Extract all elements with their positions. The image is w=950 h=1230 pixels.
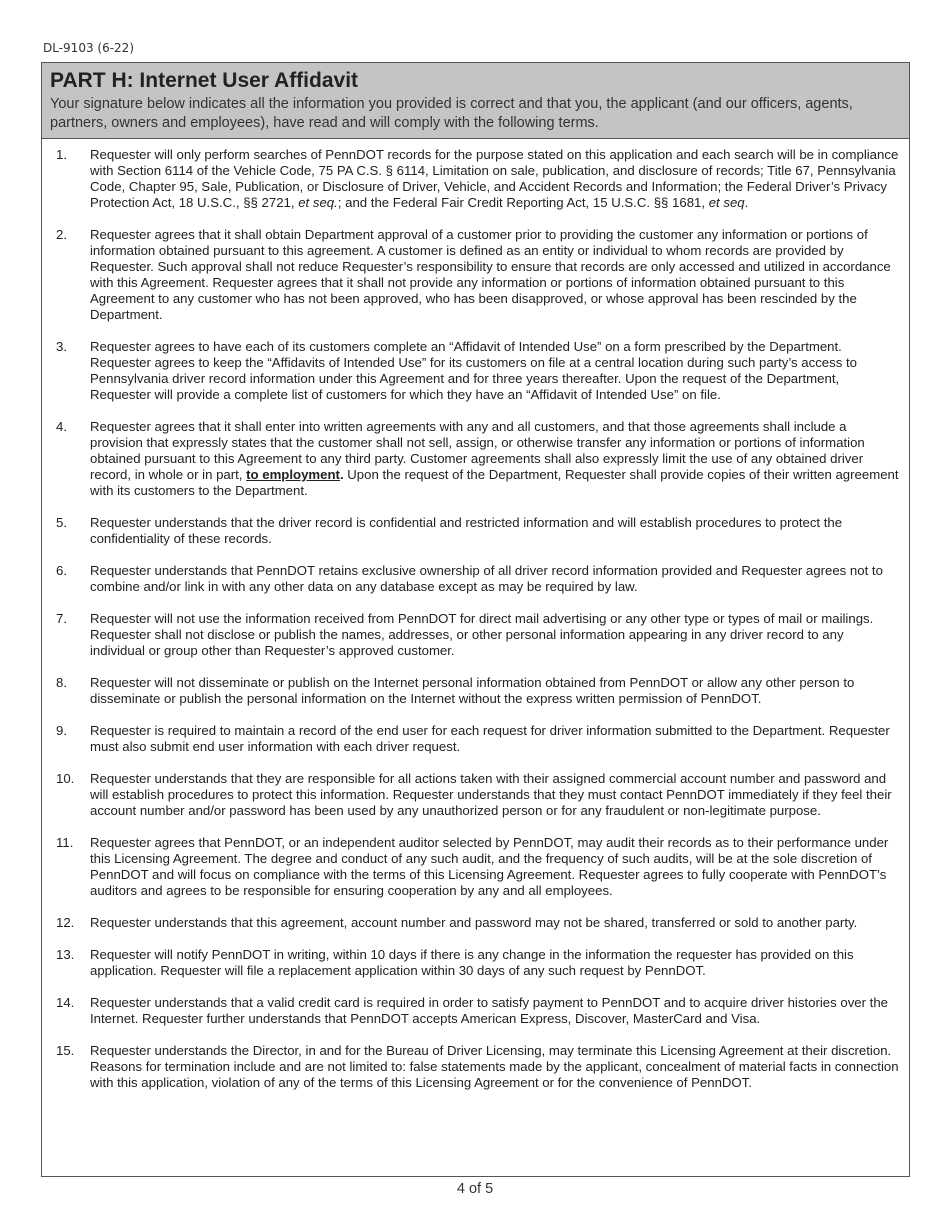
term-item-3	[56, 339, 901, 403]
term-number: 9.	[56, 723, 67, 738]
term-item-9	[56, 723, 901, 755]
term-text: Requester agrees that it shall obtain Department approval of a customer prior to providing the customer any information or portions of information obtained pursuant to this agreement. A customer is defined as an entity or individual to whom records are provided by Requester. Such approval shall not reduce Requester’s responsibility to ensure that records are only accessed and utilized in accordance with this Agreement. Requester agrees that it shall not provide any information or portions of information obtained pursuant to this Agreement to any customer who has not been approved, who has been disapproved, or whose approval has been rescinded by the Department.	[90, 227, 891, 322]
term-text: Requester will not disseminate or publish on the Internet personal information obtained from PennDOT or allow any other person to disseminate or publish the personal information on the Internet without the express written permission of PennDOT.	[90, 675, 855, 706]
term-item-1	[56, 147, 901, 211]
section-title: PART H: Internet User Affidavit	[50, 69, 359, 92]
term-item-4	[56, 419, 901, 499]
term-text: Requester will not use the information received from PennDOT for direct mail advertising or any other type or types of mail or mailings. Requester shall not disclose or publish the names, addresses, or other personal information appearing in any driver record to any individual or group other than Requester’s approved customer.	[90, 611, 874, 658]
term-number: 14.	[56, 995, 75, 1010]
term-text: Requester is required to maintain a record of the end user for each request for driver information submitted to the Department. Requester must also submit end user information with each driver request.	[90, 723, 890, 754]
term-number: 8.	[56, 675, 67, 690]
term-number: 7.	[56, 611, 67, 626]
term-text: Requester understands that the driver record is confidential and restricted information and will establish procedures to protect the confidentiality of these records.	[90, 515, 843, 546]
term-item-11	[56, 835, 901, 899]
term-number: 5.	[56, 515, 67, 530]
term-item-6	[56, 563, 901, 595]
term-number: 2.	[56, 227, 67, 242]
term-item-12	[56, 915, 901, 931]
term-number: 11.	[56, 835, 74, 850]
section-header	[42, 63, 909, 139]
term-item-13	[56, 947, 901, 979]
term-text: Requester understands that PennDOT retains exclusive ownership of all driver record information provided and Requester agrees not to combine and/or link in with any other data on any database except as may be required by law.	[90, 563, 883, 594]
term-text: Requester understands that a valid credit card is required in order to satisfy payment to PennDOT and to acquire driver histories over the Internet. Requester further understands that PennDOT accepts American Express, Discover, MasterCard and Visa.	[90, 995, 889, 1026]
section-intro: Your signature below indicates all the information you provided is correct and that you, the applicant (and our officers, agents, partners, owners and employees), have read and will comply with the following terms.	[50, 96, 853, 131]
term-text: Requester understands that this agreement, account number and password may not be shared, transferred or sold to another party.	[90, 915, 858, 930]
form-number: DL-9103 (6-22)	[43, 41, 134, 55]
term-number: 4.	[56, 419, 67, 434]
term-number: 3.	[56, 339, 67, 354]
terms-list	[42, 139, 909, 1091]
term-item-7	[56, 611, 901, 659]
emphasis-to-employment: to employment	[246, 467, 340, 482]
term-number: 10.	[56, 771, 75, 786]
term-text: Requester will notify PennDOT in writing, within 10 days if there is any change in the information the requester has provided on this application. Requester will file a replacement application within 30 days of any such request by PennDOT.	[90, 947, 854, 978]
term-text: Requester agrees that PennDOT, or an independent auditor selected by PennDOT, may audit their records as to their performance under this Licensing Agreement. The degree and conduct of any such audit, and the frequency of such audits, will be at the sole discretion of PennDOT and will focus on compliance with the terms of this Licensing Agreement. Requester agrees to fully cooperate with PennDOT’s auditors and agrees to be responsible for ensuring cooperation by any and all employees.	[90, 835, 889, 898]
term-text: Requester agrees to have each of its customers complete an “Affidavit of Intended Use” on a form prescribed by the Department. Requester agrees to keep the “Affidavits of Intended Use” for its customers on file at a central location during such party’s access to Pennsylvania driver record information under this Agreement and for three years thereafter. Upon the request of the Department, Requester will provide a complete list of customers for which they have an “Affidavit of Intended Use” on file.	[90, 339, 857, 402]
term-item-10	[56, 771, 901, 819]
term-number: 12.	[56, 915, 75, 930]
term-text: Requester agrees that it shall enter into written agreements with any and all customers, and that those agreements shall include a provision that expressly states that the customer shall not sell, assign, or otherwise transfer any information or portions of information obtained pursuant to this Agreement to any third party. Customer agreements shall also expressly limit the use of any obtained driver record, in whole or in part, to employment. Upon the request of the Department, Requester shall provide copies of their written agreement with its customers to the Department.	[90, 419, 899, 498]
term-item-8	[56, 675, 901, 707]
term-number: 6.	[56, 563, 67, 578]
term-item-14	[56, 995, 901, 1027]
term-item-15	[56, 1043, 901, 1091]
page-number: 4 of 5	[456, 1181, 494, 1197]
term-number: 1.	[56, 147, 67, 162]
affidavit-section	[41, 62, 910, 1177]
term-number: 15.	[56, 1043, 75, 1058]
term-number: 13.	[56, 947, 75, 962]
term-text: Requester understands that they are responsible for all actions taken with their assigned commercial account number and password and will establish procedures to protect this information. Requester understands that they must contact PennDOT immediately if they feel their account number and/or password has been used by any unauthorized person or for any fraudulent or non-legitimate purpose.	[90, 771, 892, 818]
term-item-5	[56, 515, 901, 547]
term-text: Requester will only perform searches of PennDOT records for the purpose stated on this application and each search will be in compliance with Section 6114 of the Vehicle Code, 75 PA C.S. § 6114, Limitation on sale, publication, and disclosure of records; Title 67, Pennsylvania Code, Chapter 95, Sale, Publication, or Disclosure of Driver, Vehicle, and Accident Records and Information; the Federal Driver’s Privacy Protection Act, 18 U.S.C., §§ 2721, et seq.; and the Federal Fair Credit Reporting Act, 15 U.S.C. §§ 1681, et seq.	[90, 147, 899, 210]
term-text: Requester understands the Director, in and for the Bureau of Driver Licensing, may terminate this Licensing Agreement at their discretion. Reasons for termination include and are not limited to: false statements made by the applicant, concealment of material facts in connection with this application, violation of any of the terms of this Licensing Agreement or for the convenience of PennDOT.	[90, 1043, 899, 1090]
term-item-2	[56, 227, 901, 323]
